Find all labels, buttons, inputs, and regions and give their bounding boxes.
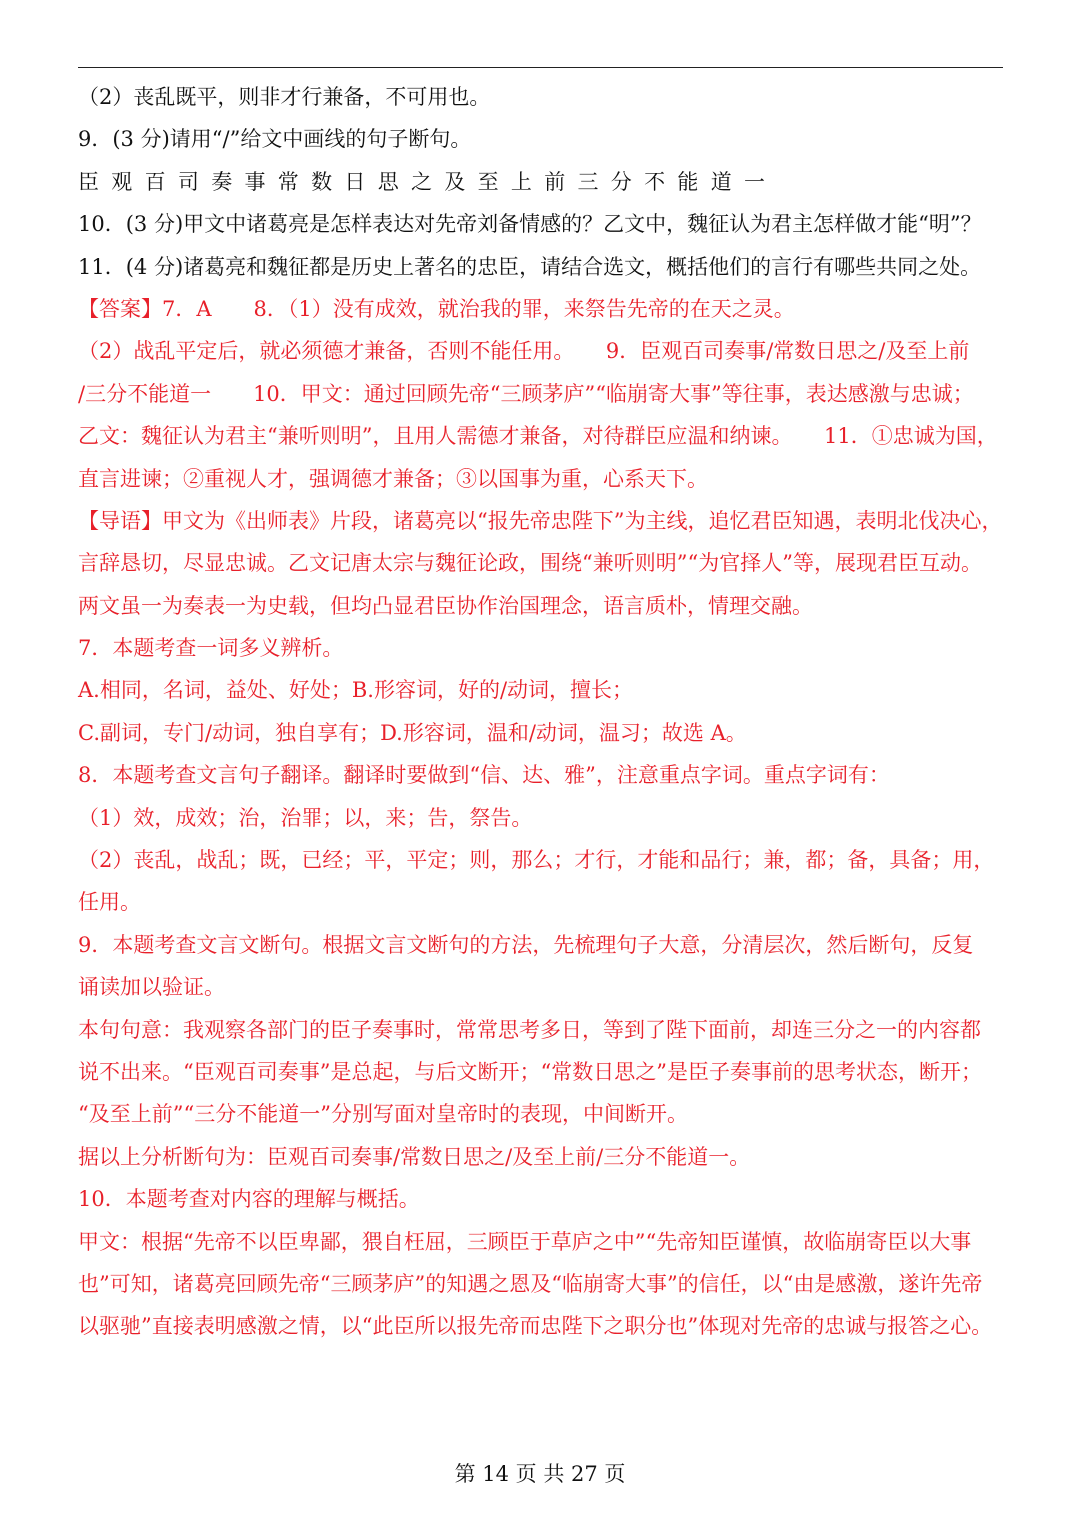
text-line: （2）丧乱，战乱；既，已经；平，平定；则，那么；才行，才能和品行；兼，都；备，具备；用， [78, 848, 995, 873]
text-line: 言辞恳切，尽显忠诚。乙文记唐太宗与魏征论政，围绕“兼听则明”“为官择人”等，展现君臣互动。 [78, 551, 982, 576]
text-line: 11．(4 分)诸葛亮和魏征都是历史上著名的忠臣，请结合选文，概括他们的言行有哪些共同之处。 [78, 254, 982, 279]
text-line: 也”可知，诸葛亮回顾先帝“三顾茅庐”的知遇之恩及“临崩寄大事”的信任，以“由是感激，遂许先帝 [78, 1271, 983, 1296]
text-line: 甲文：根据“先帝不以臣卑鄙，猥自枉屈，三顾臣于草庐之中”“先帝知臣谨慎，故临崩寄臣以大事 [78, 1229, 972, 1254]
text-line: （1）效，成效；治，治罪；以，来；告，祭告。 [78, 805, 533, 830]
text-line: 9．本题考查文言文断句。根据文言文断句的方法，先梳理句子大意，分清层次，然后断句，反复 [78, 932, 974, 957]
text-line: （2）丧乱既平，则非才行兼备，不可用也。 [78, 85, 491, 109]
text-line: 任用。 [78, 890, 141, 915]
document-body [78, 76, 1003, 1348]
text-line: 两文虽一为奏表一为史载，但均凸显君臣协作治国理念，语言质朴，情理交融。 [78, 593, 813, 618]
text-line: “及至上前”“三分不能道一”分别写面对皇帝时的表现，中间断开。 [78, 1102, 688, 1127]
text-line: （2）战乱平定后，就必须德才兼备，否则不能任用。 9．臣观百司奏事/常数日思之/及至上前 [78, 339, 970, 364]
text-line: 臣观百司奏事常数日思之及至上前三分不能道一 [78, 169, 778, 194]
text-line: 诵读加以验证。 [78, 975, 225, 1000]
text-line: 10．(3 分)甲文中诸葛亮是怎样表达对先帝刘备情感的？乙文中，魏征认为君主怎样做才能“明”？ [78, 212, 982, 237]
page-footer: 第 14 页 共 27 页 [454, 1462, 626, 1486]
header-rule [78, 67, 1003, 68]
text-line: 10．本题考查对内容的理解与概括。 [78, 1187, 420, 1212]
text-line: 以驱驰”直接表明感激之情，以“此臣所以报先帝而忠陛下之职分也”体现对先帝的忠诚与报答之心。 [78, 1314, 993, 1339]
text-line: 直言进谏；②重视人才，强调德才兼备；③以国事为重，心系天下。 [78, 466, 708, 491]
text-line: 本句句意：我观察各部门的臣子奏事时，常常思考多日，等到了陛下面前，却连三分之一的内容都 [78, 1017, 981, 1042]
text-line: A.相同，名词，益处、好处；B.形容词，好的/动词，擅长； [78, 678, 634, 703]
text-line: 9．(3 分)请用“/”给文中画线的句子断句。 [78, 127, 472, 152]
text-line: 说不出来。“臣观百司奏事”是总起，与后文断开；“常数日思之”是臣子奏事前的思考状态，断开； [78, 1059, 982, 1084]
text-line: C.副词，专门/动词，独自享有；D.形容词，温和/动词，温习；故选 A。 [78, 720, 747, 745]
text-line: 乙文：魏征认为君主“兼听则明”，且用人需德才兼备，对待群臣应温和纳谏。 11．①忠诚为国， [78, 424, 998, 449]
text-line: 据以上分析断句为：臣观百司奏事/常数日思之/及至上前/三分不能道一。 [78, 1144, 751, 1169]
text-line: 7．本题考查一词多义辨析。 [78, 636, 344, 661]
text-line: 8．本题考查文言句子翻译。翻译时要做到“信、达、雅”，注意重点字词。重点字词有： [78, 763, 890, 788]
text-line: 【答案】7．A 8．（1）没有成效，就治我的罪，来祭告先帝的在天之灵。 [78, 296, 795, 321]
text-line: /三分不能道一 10．甲文：通过回顾先帝“三顾茅庐”“临崩寄大事”等往事，表达感激与忠诚； [78, 381, 974, 406]
text-line: 【导语】甲文为《出师表》片段，诸葛亮以“报先帝忠陛下”为主线，追忆君臣知遇，表明北伐决心， [78, 508, 1003, 533]
